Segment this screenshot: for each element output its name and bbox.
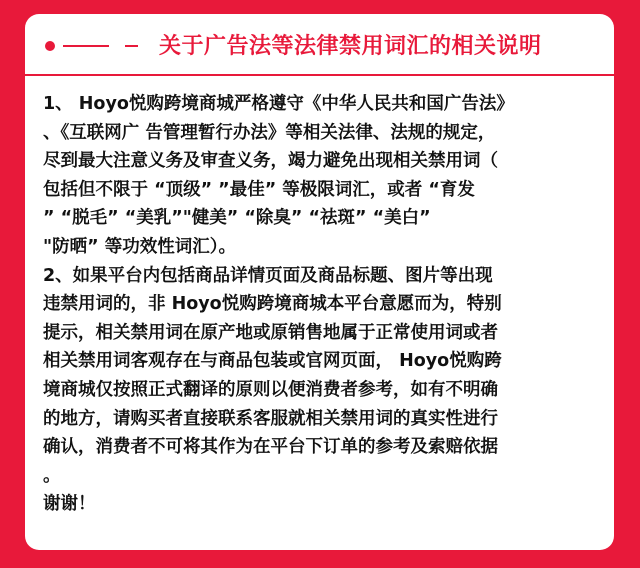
body-line: 尽到最大注意义务及审查义务，竭力避免出现相关禁用词（ (43, 151, 498, 172)
notice-body (43, 90, 601, 519)
notice-title: 关于广告法等法律禁用词汇的相关说明 (159, 34, 542, 59)
body-line: 提示，相关禁用词在原产地或原销售地属于正常使用词或者 (43, 322, 498, 343)
body-line: 确认，消费者不可将其作为在平台下订单的参考及索赔依据 (43, 437, 498, 458)
body-line: 1、 Hoyo悦购跨境商城严格遵守《中华人民共和国广告法》 (43, 94, 514, 114)
thanks-text: 谢谢！ (43, 494, 96, 515)
body-line: 违禁用词的，非 Hoyo悦购跨境商城本平台意愿而为，特别 (43, 294, 502, 315)
body-line: "防晒” 等功效性词汇）。 (43, 236, 236, 257)
body-line: 的地方，请购买者直接联系客服就相关禁用词的真实性进行 (43, 408, 498, 429)
bullet-dot-icon (45, 41, 55, 51)
body-line: ” “脱毛” “美乳”"健美” “除臭” “祛斑” “美白” (43, 208, 431, 229)
body-line: 、《互联网广 告管理暂行办法》等相关法律、法规的规定， (43, 122, 496, 143)
body-line: 境商城仅按照正式翻译的原则以便消费者参考，如有不明确 (43, 379, 498, 400)
dash-decoration-short-icon (125, 45, 138, 47)
dash-decoration-icon (63, 45, 109, 47)
body-line: 相关禁用词客观存在与商品包装或官网页面， Hoyo悦购跨 (43, 351, 502, 372)
notice-card (25, 14, 614, 550)
body-line: 2、如果平台内包括商品详情页面及商品标题、图片等出现 (43, 265, 493, 286)
body-line: 包括但不限于 “顶级” ”最佳” 等极限词汇，或者 “育发 (43, 179, 475, 200)
body-line: 。 (43, 465, 61, 486)
notice-header (25, 14, 614, 76)
